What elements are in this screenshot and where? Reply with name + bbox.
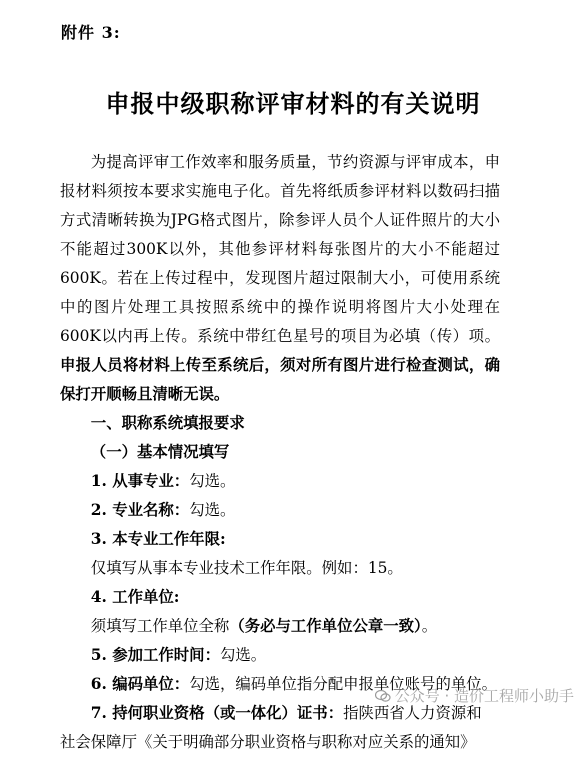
item-7: 7. 持何职业资格（或一体化）证书：指陕西省人力资源和 <box>90 704 482 722</box>
document-title: 申报中级职称评审材料的有关说明 <box>105 89 481 118</box>
item-4: 4. 工作单位: <box>90 588 180 606</box>
intro-text: 为提高评审工作效率和服务质量，节约资源与评审成本，申报材料须按本要求实施电子化。首先将纸质参评材料以数码扫描方式清晰转换为JPG格式图片，除参评人员个人证件照片的大小不能超过300K以外，其他参评材料每张图片的大小不能超过600K。若在上传过程中，发现图片超过限制大小，可使用系统中的图片处理工具按照系统中的操作说明将图片大小处理在600K以内再上传。系统中带红色星号的项目为必填（传）项。 <box>60 153 500 345</box>
item-6: 6. 编码单位：勾选，编码单位指分配申报单位账号的单位。 <box>90 675 498 693</box>
annex-label: 附件 3: <box>61 23 121 42</box>
item-4-detail: 须填写工作单位全称（务必与工作单位公章一致）。 <box>90 617 438 635</box>
watermark <box>375 685 574 706</box>
intro-paragraph <box>60 148 500 409</box>
item-2: 2. 专业名称：勾选。 <box>90 501 236 519</box>
intro-bold-text: 申报人员将材料上传至系统后，须对所有图片进行检查测试，确保打开顺畅且清晰无误。 <box>60 356 500 403</box>
section-heading: 一、职称系统填报要求 <box>90 414 245 432</box>
item-7-continued: 社会保障厅《关于明确部分职业资格与职称对应关系的通知》 <box>60 733 476 751</box>
wechat-icon <box>375 689 391 703</box>
item-5: 5. 参加工作时间：勾选。 <box>90 646 267 664</box>
document-body <box>60 148 500 757</box>
item-3: 3. 本专业工作年限: <box>90 530 226 548</box>
watermark-text: 公众号 · 造价工程师小助手 <box>394 687 574 705</box>
item-3-detail: 仅填写从事本专业技术工作年限。例如：15。 <box>90 559 403 577</box>
item-1: 1. 从事专业：勾选。 <box>90 472 236 490</box>
subsection-heading: （一）基本情况填写 <box>90 443 230 461</box>
